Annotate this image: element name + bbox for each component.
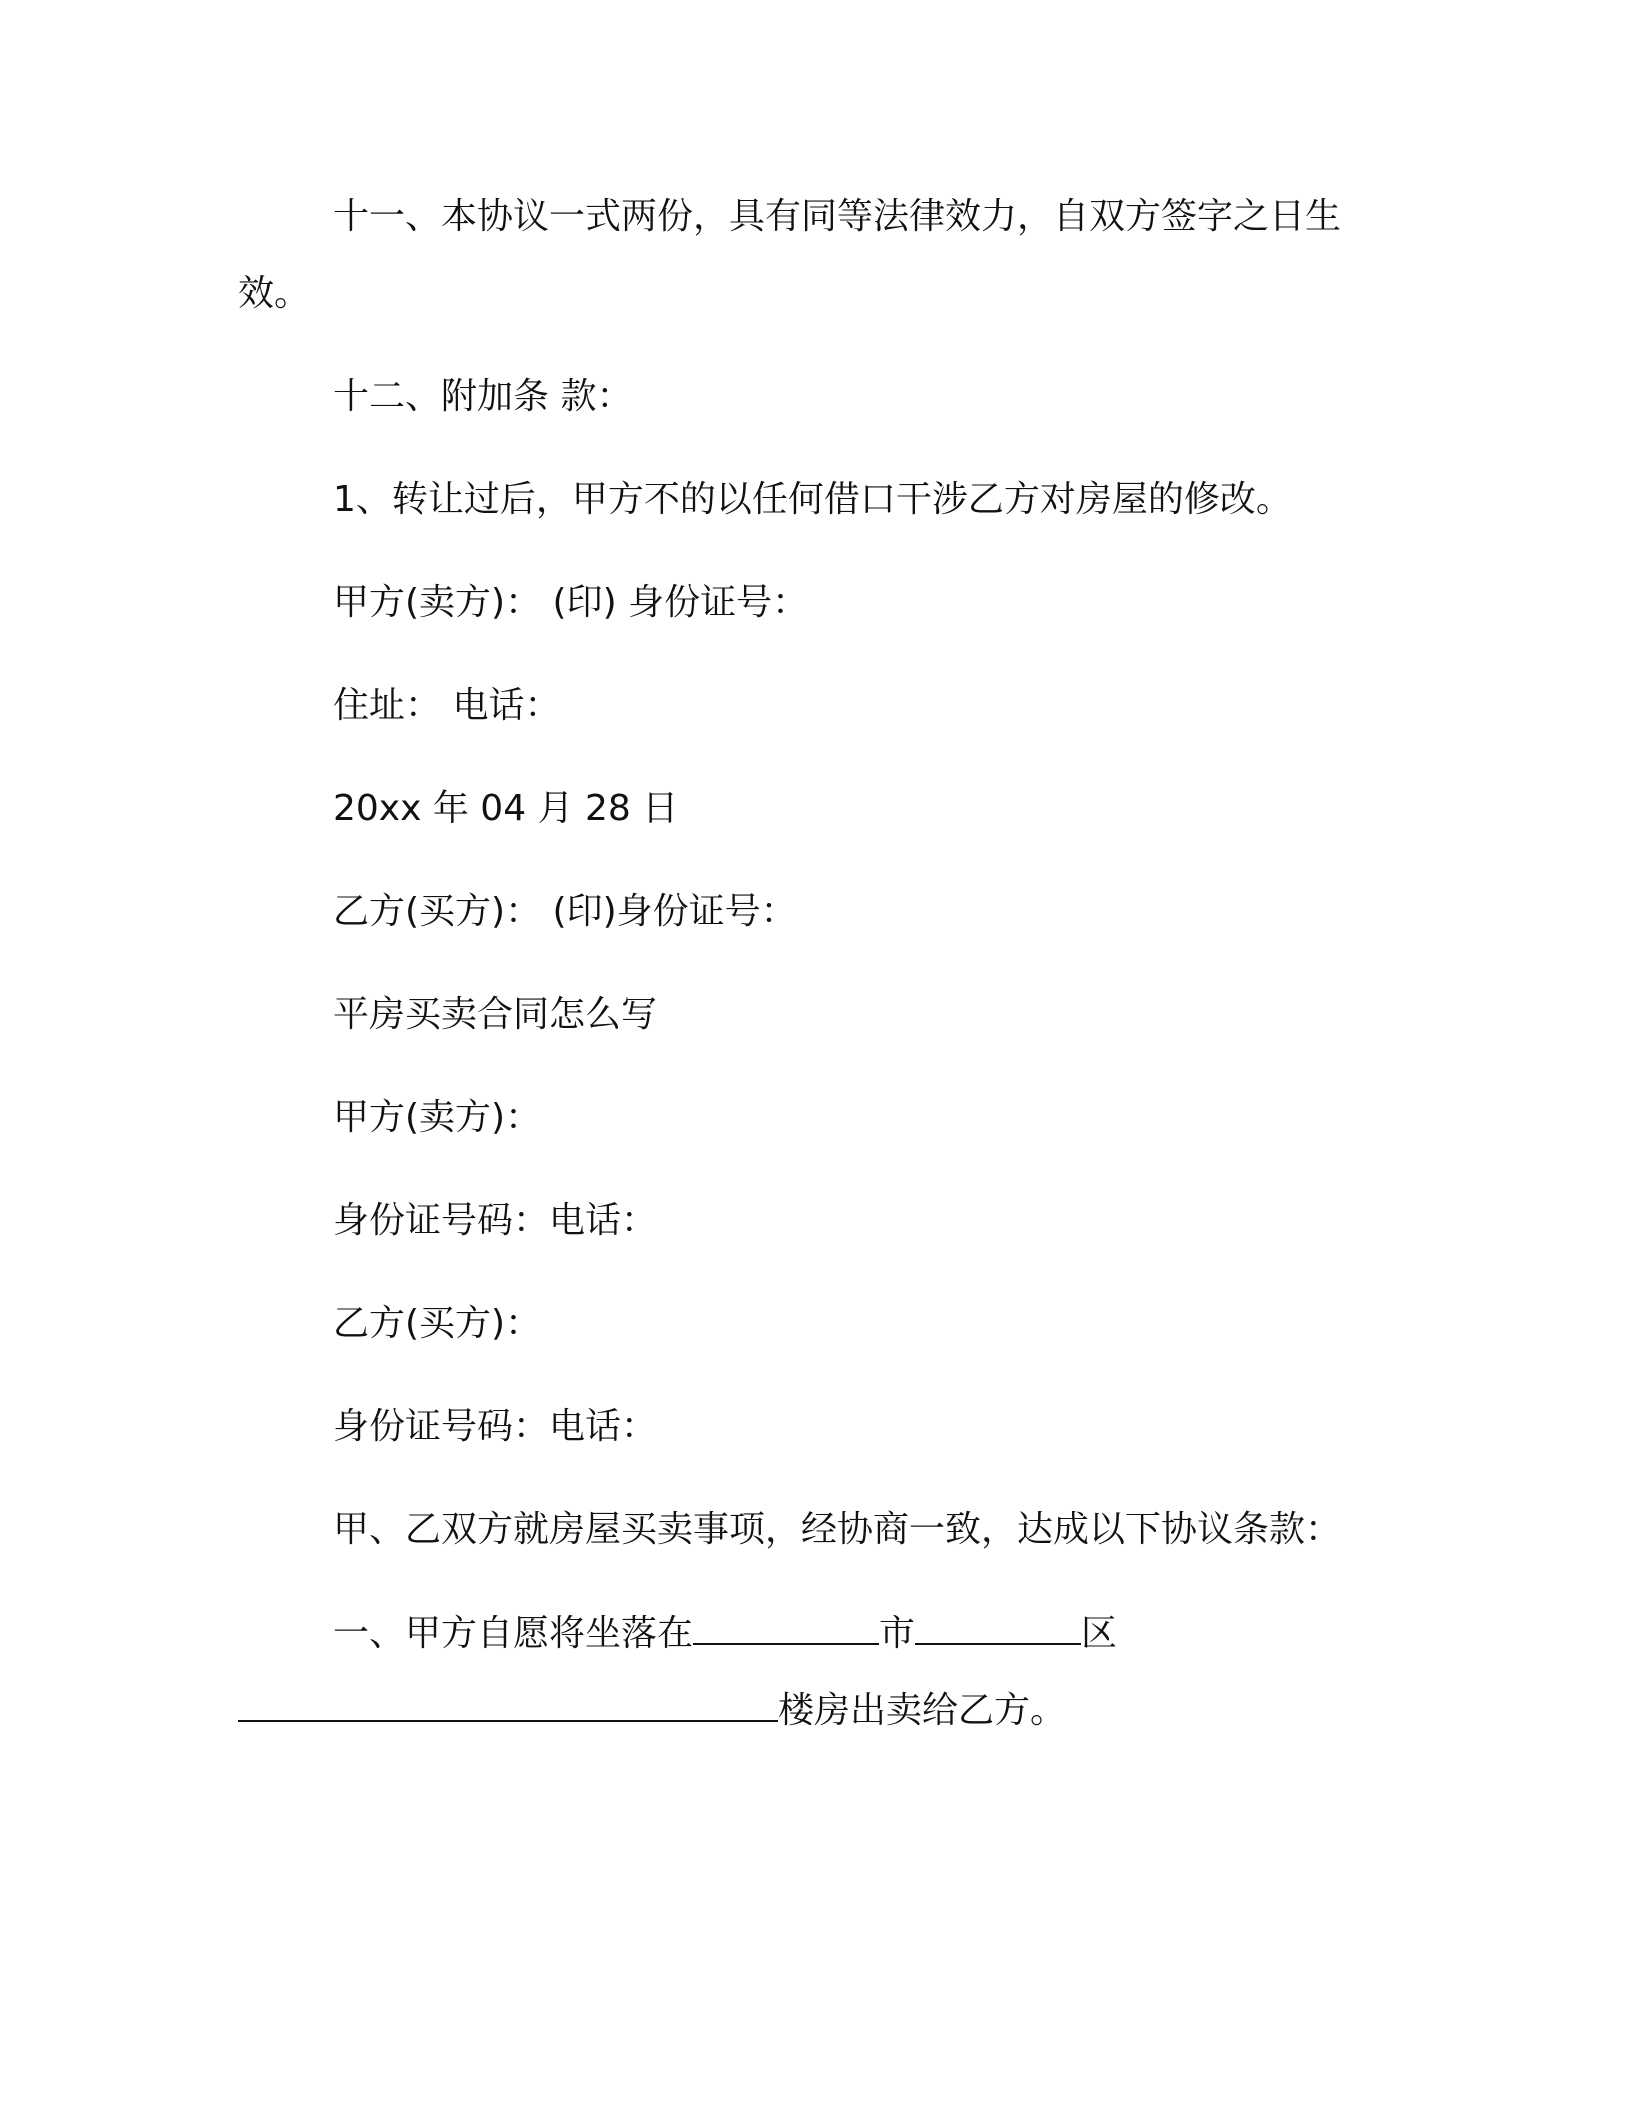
clause-12-item-1: 1、转让过后，甲方不的以任何借口干涉乙方对房屋的修改。 bbox=[333, 479, 1292, 520]
clause-11-line1: 十一、本协议一式两份，具有同等法律效力，自双方签字之日生 bbox=[333, 196, 1342, 237]
party-b-id-phone: 身份证号码：电话： bbox=[333, 1406, 658, 1447]
date-line: 20xx 年 04 月 28 日 bbox=[333, 788, 679, 829]
clause-12-heading: 十二、附加条 款： bbox=[333, 376, 633, 417]
clause-11-line2: 效。 bbox=[238, 273, 311, 314]
party-a-signature-line: 甲方(卖方)： (印) 身份证号： bbox=[333, 582, 809, 623]
section-title: 平房买卖合同怎么写 bbox=[333, 994, 658, 1035]
address-blank bbox=[238, 1686, 778, 1722]
city-label: 市 bbox=[879, 1613, 916, 1654]
agreement-intro: 甲、乙双方就房屋买卖事项，经协商一致，达成以下协议条款： bbox=[333, 1509, 1342, 1550]
district-blank bbox=[915, 1609, 1081, 1645]
clause-1-line2 bbox=[238, 1686, 1066, 1735]
clause-1-line1 bbox=[333, 1609, 1117, 1658]
address-phone-line: 住址： 电话： bbox=[333, 685, 561, 726]
clause-1-prefix: 一、甲方自愿将坐落在 bbox=[333, 1613, 694, 1654]
party-b-label: 乙方(买方)： bbox=[333, 1303, 542, 1344]
party-a-id-phone: 身份证号码：电话： bbox=[333, 1200, 658, 1241]
party-b-signature-line: 乙方(买方)： (印)身份证号： bbox=[333, 891, 797, 932]
party-a-label: 甲方(卖方)： bbox=[333, 1097, 542, 1138]
clause-1-suffix: 楼房出卖给乙方。 bbox=[778, 1690, 1067, 1731]
district-label: 区 bbox=[1081, 1613, 1118, 1654]
city-blank bbox=[693, 1609, 879, 1645]
